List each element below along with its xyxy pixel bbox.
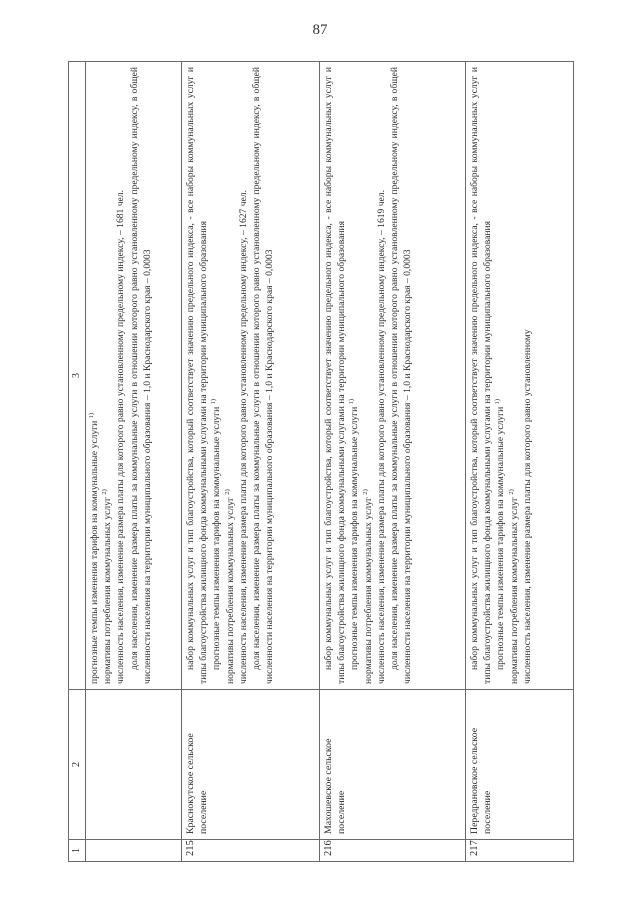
row-number: 216 <box>319 840 465 862</box>
column-header-1: 1 <box>69 840 86 862</box>
indicator-line: нормативы потребления коммунальных услуг <box>508 497 520 684</box>
footnote-mark: 2) <box>100 489 108 495</box>
footnote-mark: 1) <box>494 398 502 405</box>
data-table <box>68 61 574 862</box>
footnote-mark: 2) <box>223 489 231 495</box>
indicator-text <box>319 62 465 690</box>
settlement-name: Краснокутское сельское поселение <box>181 690 319 840</box>
indicator-text <box>85 62 181 690</box>
indicator-line: численность населения, изменение размера платы для которого равно установленному предельному индексу, – 1619 чел. <box>375 190 387 684</box>
indicator-text <box>181 62 319 690</box>
indicator-line: доля населения, изменение размера платы за коммунальные услуги в отношении которого равно установленному предельному индексу, в общей численности населения на территории муниципального образования – 1,0 и Краснодарского края – 0,0003 <box>250 67 276 684</box>
indicator-text <box>465 62 573 690</box>
indicator-line: нормативы потребления коммунальных услуг <box>224 497 236 684</box>
indicator-line: набор коммунальных услуг и тип благоустройства, который соответствует значению предельного индекса, - все наборы коммунальных услуг и типы благоустройства жилищного фонда коммунальными услугами на территории муниципального образования <box>322 67 348 684</box>
indicator-line: прогнозные темпы изменения тарифов на коммунальные услуги <box>349 406 361 670</box>
footnote-mark: 2) <box>507 489 515 495</box>
rotated-table-area <box>68 62 574 862</box>
table-row <box>319 62 465 862</box>
row-number: 217 <box>465 840 573 862</box>
footnote-mark: 1) <box>348 398 356 405</box>
settlement-name: Махошевское сельское поселение <box>319 690 465 840</box>
page-number: 87 <box>312 22 328 38</box>
settlement-name <box>85 690 181 840</box>
column-header-3: 3 <box>69 62 86 690</box>
indicator-line: нормативы потребления коммунальных услуг <box>362 497 374 684</box>
rotated-table-frame <box>68 62 574 862</box>
indicator-line: прогнозные темпы изменения тарифов на коммунальные услуги <box>211 406 223 670</box>
table-row <box>465 62 573 862</box>
table-row-continuation <box>85 62 181 862</box>
footnote-mark: 1) <box>87 412 95 419</box>
indicator-line: прогнозные темпы изменения тарифов на коммунальные услуги <box>495 406 507 670</box>
row-number: 215 <box>181 840 319 862</box>
column-header-2: 2 <box>69 690 86 840</box>
indicator-line: прогнозные темпы изменения тарифов на коммунальные услуги <box>88 420 100 684</box>
indicator-line: набор коммунальных услуг и тип благоустройства, который соответствует значению предельного индекса, - все наборы коммунальных услуг и типы благоустройства жилищного фонда коммунальными услугами на территории муниципального образования <box>184 67 210 684</box>
footnote-mark: 2) <box>361 489 369 495</box>
footnote-mark: 1) <box>210 398 218 405</box>
indicator-line: доля населения, изменение размера платы за коммунальные услуги в отношении которого равно установленному предельному индексу, в общей численности населения на территории муниципального образования – 1,0 и Краснодарского края – 0,0003 <box>128 67 153 684</box>
row-number <box>85 840 181 862</box>
indicator-line: набор коммунальных услуг и тип благоустройства, который соответствует значению предельного индекса, - все наборы коммунальных услуг и типы благоустройства жилищного фонда коммунальными услугами на территории муниципального образования <box>468 67 494 684</box>
table-row <box>181 62 319 862</box>
indicator-line: доля населения, изменение размера платы за коммунальные услуги в отношении которого равно установленному предельному индексу, в общей численности населения на территории муниципального образования – 1,0 и Краснодарского края – 0,0003 <box>388 67 414 684</box>
indicator-line: численность населения, изменение размера платы для которого равно установленному предельному индексу, – 1681 чел. <box>115 190 127 684</box>
settlement-name: Передрановское сельское поселение <box>465 690 573 840</box>
indicator-line: нормативы потребления коммунальных услуг <box>102 497 114 684</box>
table-header-row <box>69 62 86 862</box>
indicator-line: численность населения, изменение размера платы для которого равно установленному предельному индексу, – 1627 чел. <box>237 190 249 684</box>
indicator-line: численность населения, изменение размера платы для которого равно установленному <box>521 329 533 684</box>
